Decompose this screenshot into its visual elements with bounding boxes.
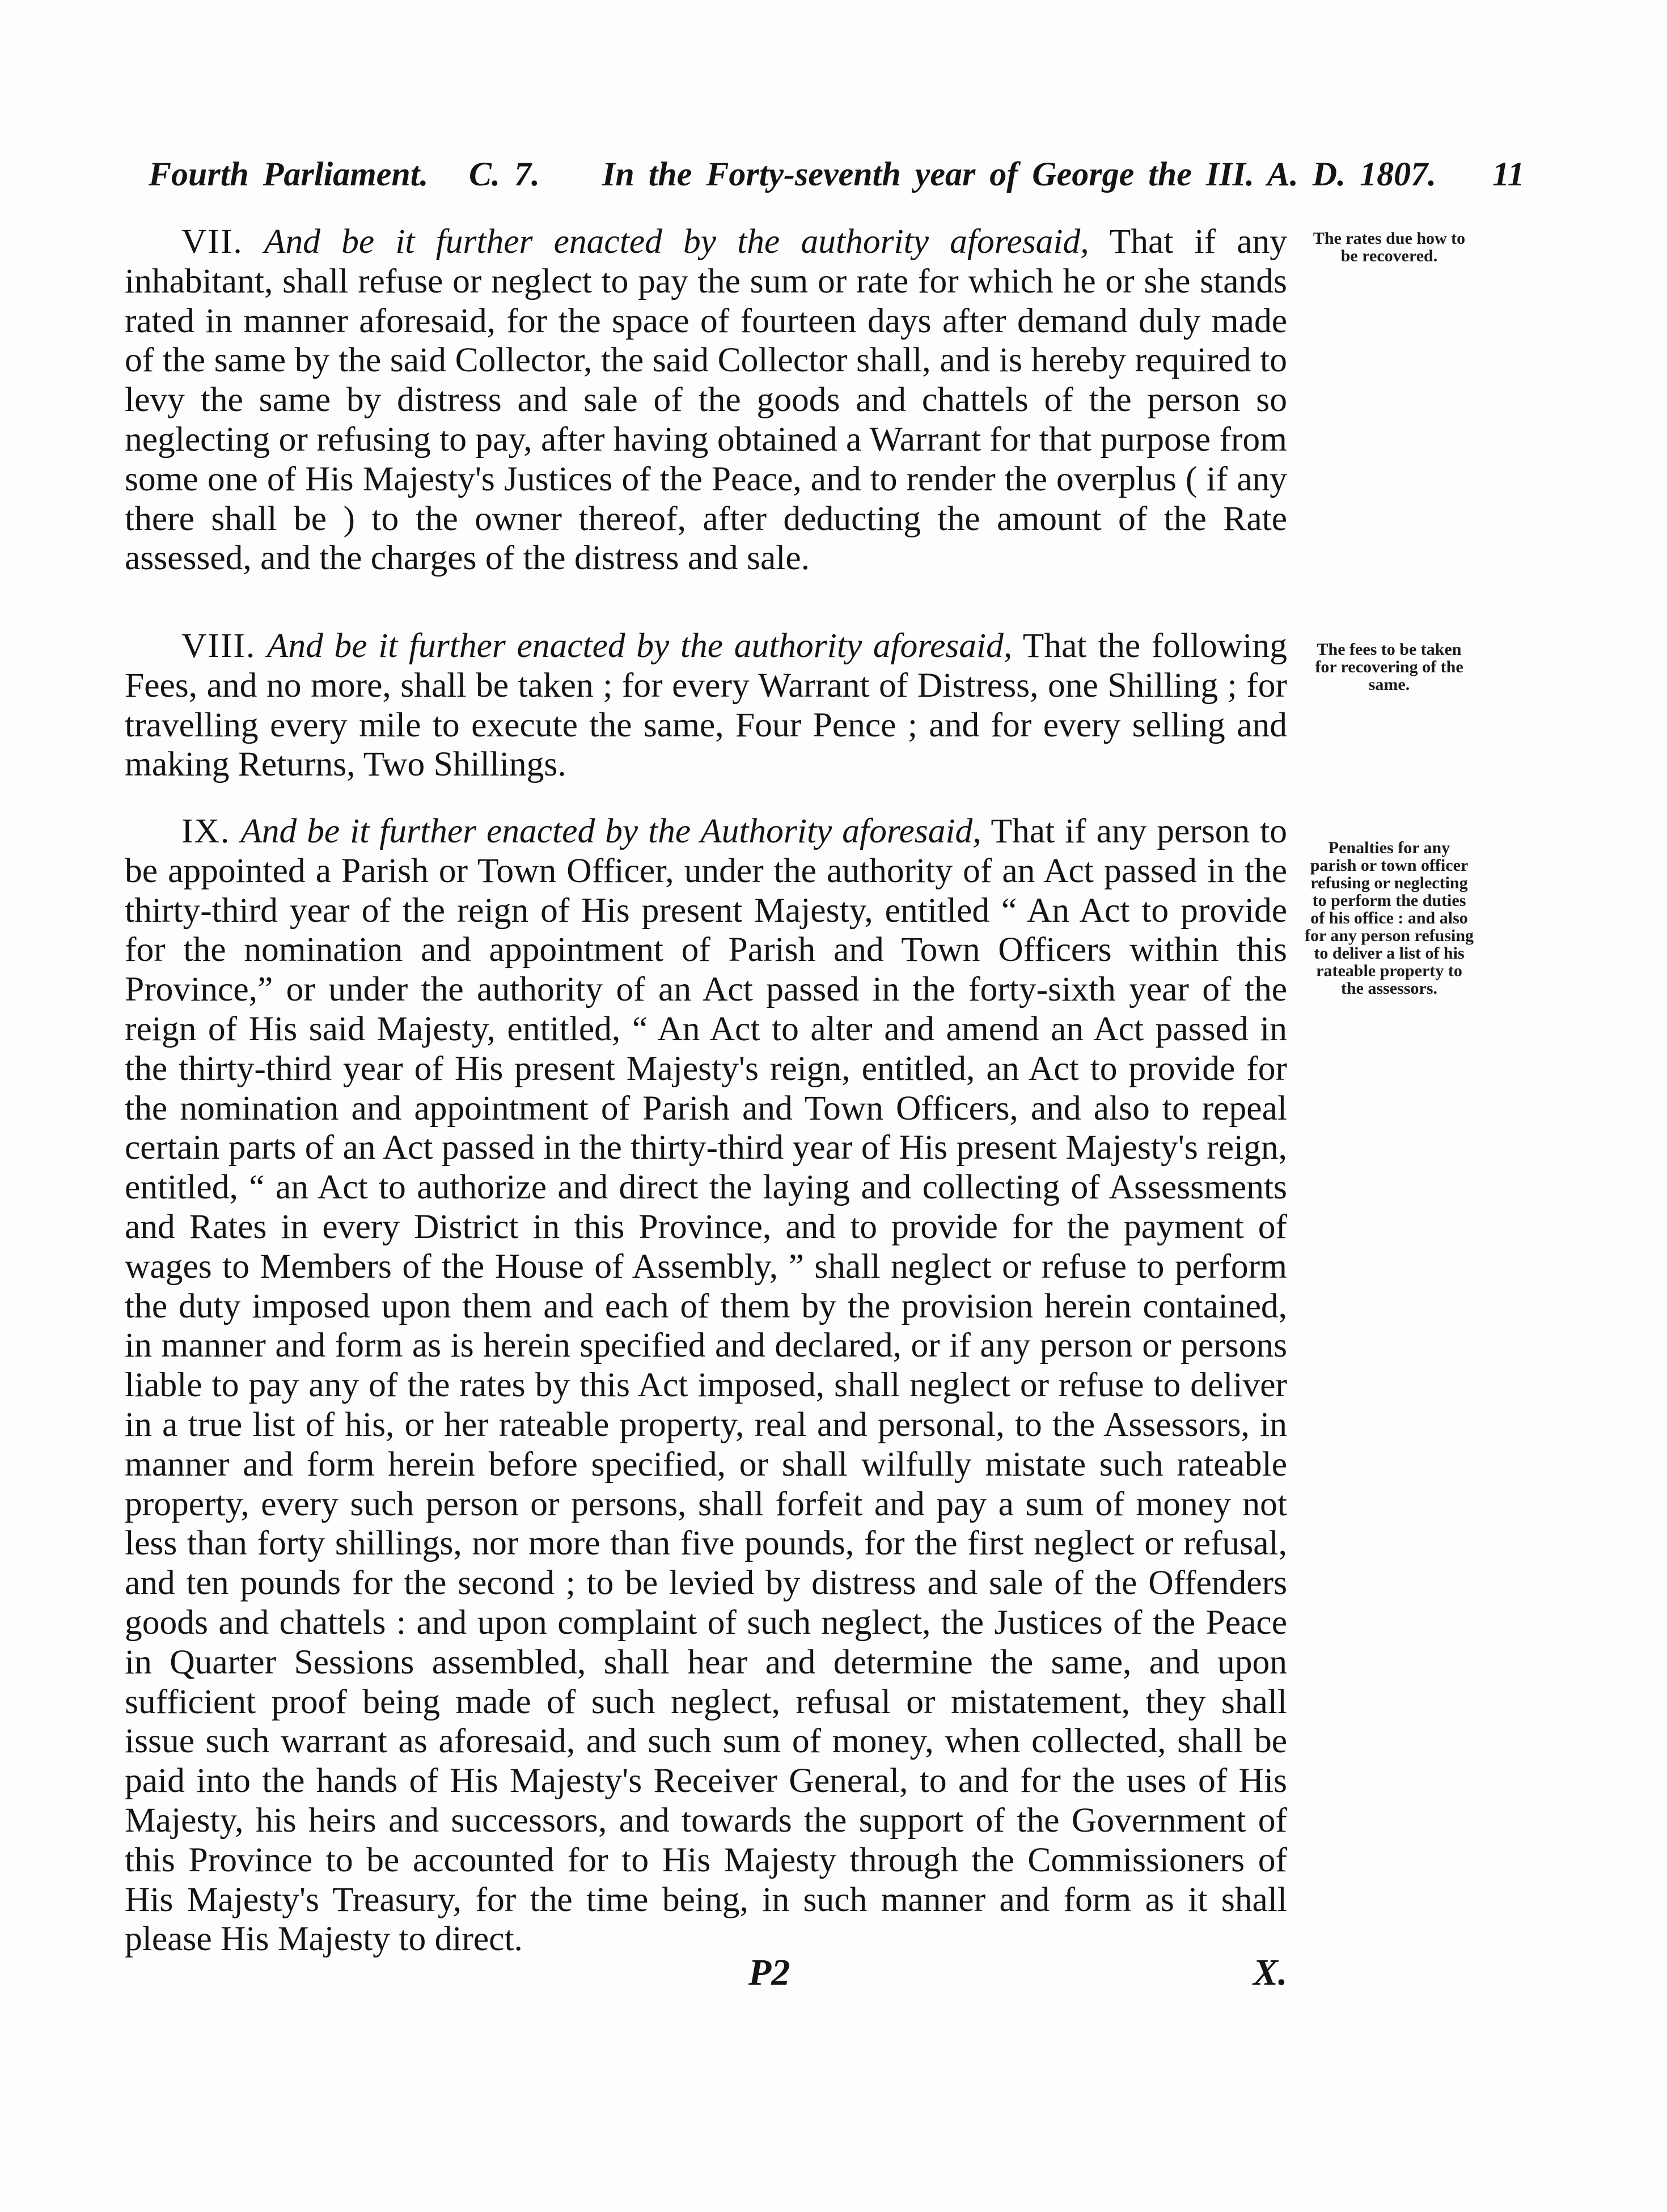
section-paragraph: [125, 626, 1287, 785]
parliament-label: Fourth Parliament.: [149, 155, 429, 193]
section-viii: [125, 626, 1287, 785]
section-vii: [125, 222, 1287, 578]
section-text: That the following Fees, and no more, shall be taken ; for every Warrant of Distress, one Shilling ; for travelling every mile to execute the same, Four Pence ; and for every selling and making Returns, Two Shillings.: [125, 626, 1288, 784]
running-head: [149, 149, 1532, 200]
page-number: 11: [1492, 155, 1525, 193]
section-number: VIII.: [181, 626, 256, 665]
margin-note-vii: The rates due how to be recovered.: [1313, 229, 1466, 265]
section-text: That if any person to be appointed a Parish or Town Officer, under the authority of an Act passed in the thirty-third year of the reign of His present Majesty, entitled “ An Act to provide for the nomination and appointment of Parish and Town Officers within this Province,” or under the authority of an Act passed in the forty-sixth year of the reign of His said Majesty, entitled, “ An Act to alter and amend an Act passed in the thirty-third year of His present Majesty's reign, entitled, an Act to provide for the nomination and appointment of Parish and Town Officers, and also to repeal certain parts of an Act passed in the thirty-third year of His present Majesty's reign, entitled, “ an Act to authorize and direct the laying and collecting of Assessments and Rates in every District in this Province, and to provide for the payment of wages to Members of the House of Assembly, ” shall neglect or refuse to perform the duty imposed upon them and each of them by the provision herein contained, in manner and form as is herein specified and declared, or if any person or persons liable to pay any of the rates by this Act imposed, shall neglect or refuse to deliver in a true list of his, or her rateable property, real and personal, to the Assessors, in manner and form herein before specified, or shall wilfully mistate such rateable property, every such person or persons, shall forfeit and pay a sum of money not less than forty shillings, nor more than five pounds, for the first neglect or refusal, and ten pounds for the second ; to be levied by distress and sale of the Offenders goods and chattels : and upon complaint of such neglect, the Justices of the Peace in Quarter Sessions assembled, shall hear and determine the same, and upon sufficient proof being made of such neglect, refusal or mistatement, they shall issue such warrant as aforesaid, and such sum of money, when collected, shall be paid into the hands of His Majesty's Receiver General, to and for the uses of His Majesty, his heirs and successors, and towards the support of the Government of this Province to be accounted for to His Majesty through the Commissioners of His Majesty's Treasury, for the time being, in such manner and form as it shall please His Majesty to direct.: [125, 812, 1288, 1959]
signature-mark: P2: [748, 1952, 790, 1993]
enacting-clause: And be it further enacted by the authority aforesaid,: [264, 222, 1089, 261]
enacting-clause: And be it further enacted by the authority aforesaid,: [266, 626, 1013, 665]
section-ix: [125, 812, 1287, 1959]
regnal-year-label: In the Forty-seventh year of George the III. A. D. 1807.: [602, 155, 1437, 193]
enacting-clause: And be it further enacted by the Authority aforesaid,: [240, 812, 981, 850]
margin-note-viii: The fees to be taken for recovering of the same.: [1315, 640, 1463, 694]
chapter-label: C. 7.: [469, 155, 540, 193]
margin-note-ix: Penalties for any parish or town officer refusing or neglecting to perform the duties of his office : and also for any person refusing to deliver a list of his rateable property to the assessors.: [1304, 838, 1474, 998]
section-number: VII.: [181, 222, 243, 261]
section-paragraph: [125, 812, 1287, 1959]
section-number: IX.: [181, 812, 231, 850]
section-text: That if any inhabitant, shall refuse or neglect to pay the sum or rate for which he or she stands rated in manner aforesaid, for the space of fourteen days after demand duly made of the same by the said Collector, the said Collector shall, and is hereby required to levy the same by distress and sale of the goods and chattels of the person so neglecting or refusing to pay, after having obtained a Warrant for that purpose from some one of His Majesty's Justices of the Peace, and to render the overplus ( if any there shall be ) to the owner thereof, after deducting the amount of the Rate assessed, and the charges of the distress and sale.: [125, 222, 1287, 578]
section-paragraph: [125, 222, 1287, 578]
catchword: X.: [1253, 1952, 1288, 1993]
